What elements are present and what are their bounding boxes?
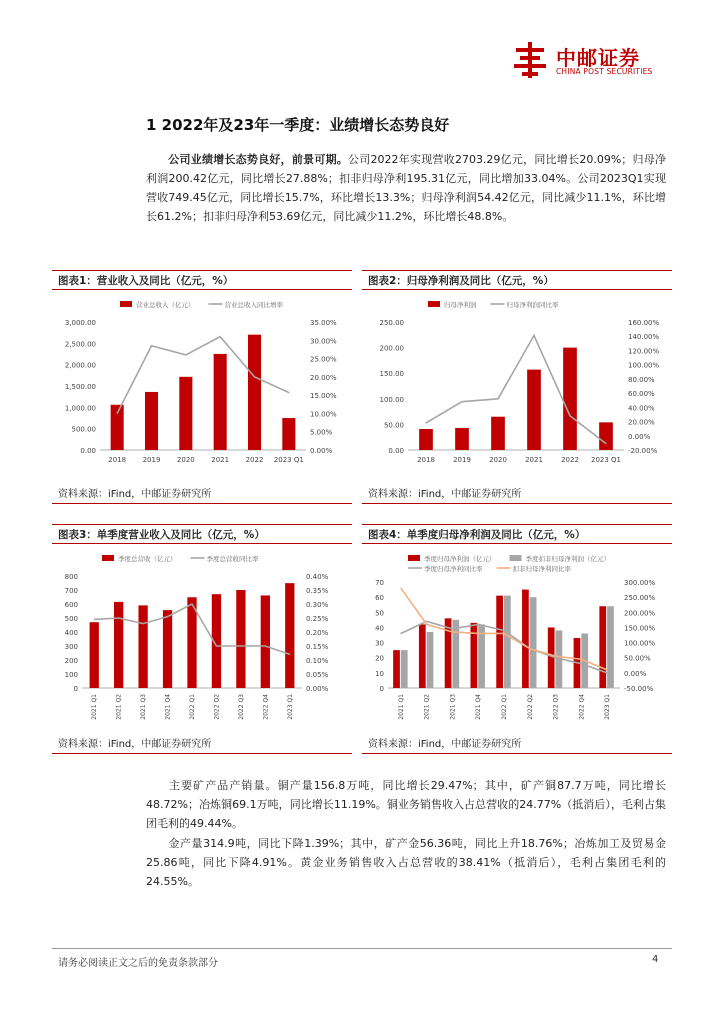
line-point (497, 398, 498, 399)
bar (90, 622, 99, 688)
line-point (240, 645, 241, 646)
legend-label: 季度归母净利同比率 (424, 565, 483, 573)
left-tick-label: 0.00 (388, 447, 404, 455)
left-tick-label: 150.00 (379, 370, 404, 379)
line-point (503, 633, 504, 634)
figure-3-title: 图表3：单季度营业收入及同比（亿元，%） (52, 524, 352, 544)
figure-3-source: 资料来源：iFind，中邮证券研究所 (52, 736, 352, 754)
right-tick-label: 140.00% (628, 333, 660, 342)
left-tick-label: 0.00 (80, 447, 96, 455)
line-point (452, 628, 453, 629)
line-point (400, 633, 401, 634)
right-tick-label: 25.00% (310, 355, 337, 364)
right-tick-label: 35.00% (310, 319, 337, 327)
left-tick-label: 800 (64, 573, 78, 581)
category-label: 2023 Q1 (604, 694, 612, 720)
right-tick-label: 30.00% (310, 337, 337, 346)
line-point (581, 659, 582, 660)
line-point (289, 654, 290, 655)
left-tick-label: 50.00 (383, 421, 404, 430)
left-tick-label: 2,500.00 (64, 340, 96, 349)
left-tick-label: 400 (64, 629, 78, 637)
left-tick-label: 200 (64, 657, 78, 665)
bar (455, 428, 469, 450)
chart-1-svg (52, 294, 352, 474)
left-tick-label: 100 (64, 671, 78, 679)
line-point (167, 616, 168, 617)
bar (530, 597, 537, 688)
legend-swatch (120, 301, 132, 307)
left-tick-label: 70 (375, 579, 384, 587)
line-point (220, 336, 221, 337)
right-tick-label: 160.00% (628, 319, 660, 327)
category-label: 2018 (108, 456, 127, 464)
category-label: 2023 Q1 (286, 694, 294, 720)
bar (419, 429, 433, 450)
category-label: 2022 Q4 (262, 694, 270, 720)
right-tick-label: 250.00% (624, 594, 656, 603)
line-point (94, 619, 95, 620)
bar (214, 354, 227, 450)
bar (179, 377, 192, 450)
category-label: 2018 (417, 456, 435, 464)
line-point (151, 345, 152, 346)
right-tick-label: 100.00% (628, 361, 660, 370)
right-tick-label: 80.00% (628, 375, 655, 384)
line-point (605, 443, 606, 444)
right-tick-label: 0.30% (306, 601, 329, 609)
right-tick-label: 5.00% (310, 428, 333, 437)
legend-label: 季度总营收同比率 (206, 555, 259, 563)
bar (607, 606, 614, 688)
left-tick-label: 100.00 (379, 395, 404, 404)
bar (522, 590, 529, 688)
left-tick-label: 1,500.00 (64, 383, 96, 391)
bar (248, 335, 261, 450)
legend-label: 归母净利润 (444, 301, 477, 309)
category-label: 2021 Q3 (140, 694, 148, 720)
left-tick-label: 2,000.00 (64, 361, 96, 370)
bar (419, 624, 426, 688)
brand-logo (512, 40, 672, 84)
category-label: 2022 (245, 456, 264, 464)
left-tick-label: 40 (375, 624, 384, 633)
gold-paragraph (146, 834, 666, 891)
left-tick-label: 20 (375, 654, 384, 663)
category-label: 2020 (489, 456, 507, 464)
right-tick-label: -50.00% (624, 685, 654, 693)
line-point (503, 630, 504, 631)
line-point (607, 672, 608, 673)
right-tick-label: 40.00% (628, 404, 655, 413)
bar (452, 620, 459, 688)
category-label: 2021 Q4 (164, 694, 172, 720)
right-tick-label: 10.00% (310, 410, 337, 419)
footer-divider (52, 948, 672, 949)
line-point (143, 623, 144, 624)
category-label: 2022 Q3 (552, 694, 560, 720)
left-tick-label: 200.00 (379, 344, 404, 353)
figure-2-source: 资料来源：iFind，中邮证券研究所 (362, 486, 672, 504)
right-tick-label: 120.00% (628, 347, 660, 356)
left-tick-label: 0 (379, 685, 384, 693)
intro-lead: 公司业绩增长态势良好，前景可期。 (168, 153, 349, 166)
right-tick-label: 0.25% (306, 615, 329, 623)
bar (393, 650, 400, 688)
left-tick-label: 1,000.00 (64, 404, 96, 413)
category-label: 2021 Q4 (475, 694, 483, 720)
right-tick-label: 50.00% (624, 654, 651, 663)
legend-swatch (102, 555, 114, 561)
bar (261, 595, 270, 688)
figure-1-title: 图表1：营业收入及同比（亿元，%） (52, 270, 352, 290)
left-tick-label: 0 (73, 685, 78, 693)
chart-4-svg (362, 548, 672, 728)
right-tick-label: 15.00% (310, 392, 337, 401)
category-label: 2022 Q3 (237, 694, 245, 720)
line-point (569, 415, 570, 416)
figure-4-title: 图表4：单季度归母净利润及同比（亿元，%） (362, 524, 672, 544)
line-point (425, 422, 426, 423)
legend-swatch (408, 555, 420, 561)
line-point (185, 354, 186, 355)
category-label: 2023 Q1 (273, 456, 304, 464)
logo-english-name: CHINA POST SECURITIES (556, 67, 653, 76)
line-point (265, 645, 266, 646)
legend-label: 营业总收入（亿元） (136, 301, 195, 309)
legend-label: 季度归母净利润（亿元） (424, 555, 496, 563)
right-tick-label: 20.00% (628, 418, 655, 427)
line-point (191, 603, 192, 604)
left-tick-label: 500 (64, 615, 78, 623)
chart-2-svg (362, 294, 672, 474)
line-point (461, 401, 462, 402)
right-tick-label: 0.10% (306, 657, 329, 665)
right-tick-label: 0.20% (306, 629, 329, 637)
category-label: 2021 (211, 456, 230, 464)
china-post-logo-icon (512, 40, 548, 80)
gold-text: 金产量314.9吨，同比下降1.39%；其中，矿产金56.36吨，同比上升18.76%；冶炼加工及贸易金25.86吨，同比下降4.91%。黄金业务销售收入占总营收的38.41%（抵消后），毛利占集团毛利的24.55%。 (146, 837, 666, 888)
right-tick-label: 300.00% (624, 579, 656, 587)
legend-label: 季度扣非归母净利润（亿元） (525, 555, 610, 563)
bar (504, 596, 511, 688)
left-tick-label: 50 (375, 609, 384, 618)
series-line (426, 336, 606, 444)
chart-revenue-annual (52, 294, 352, 474)
bar (427, 632, 434, 688)
right-tick-label: 0.05% (306, 671, 329, 679)
line-point (117, 413, 118, 414)
bar (236, 590, 245, 688)
line-point (400, 587, 401, 588)
left-tick-label: 600 (64, 601, 78, 609)
chart-netprofit-annual (362, 294, 672, 474)
category-label: 2021 (525, 456, 543, 464)
copper-text: 主要矿产品产销量。铜产量156.8万吨，同比增长29.47%；其中，矿产铜87.7万吨，同比增长48.72%；冶炼铜69.1万吨，同比增长11.19%。铜业务销售收入占总营收的24.77%（抵消后），毛利占集团毛利的49.44%。 (146, 779, 666, 830)
chart-netprofit-quarterly (362, 548, 672, 728)
logo-chinese-name: 中邮证券 (556, 46, 640, 70)
left-tick-label: 300 (64, 643, 78, 651)
figure-1-source: 资料来源：iFind，中邮证券研究所 (52, 486, 352, 504)
category-label: 2019 (142, 456, 161, 464)
bar (285, 583, 294, 688)
right-tick-label: 20.00% (310, 373, 337, 382)
line-point (118, 617, 119, 618)
bar (282, 418, 295, 450)
legend-label: 扣非归母净利同比率 (512, 565, 571, 573)
right-tick-label: 100.00% (624, 639, 656, 648)
right-tick-label: 0.00% (628, 432, 651, 441)
bar (401, 650, 408, 688)
chart-3-svg (52, 548, 352, 728)
line-point (426, 621, 427, 622)
figure-4-source: 资料来源：iFind，中邮证券研究所 (362, 736, 672, 754)
bar (491, 417, 505, 450)
category-label: 2022 (561, 456, 579, 464)
right-tick-label: 0.40% (306, 573, 329, 581)
category-label: 2019 (453, 456, 471, 464)
line-point (529, 648, 530, 649)
line-point (478, 633, 479, 634)
line-point (533, 335, 534, 336)
line-point (581, 663, 582, 664)
category-label: 2020 (176, 456, 195, 464)
legend-label: 营业总收入同比增率 (224, 301, 283, 309)
category-label: 2023 Q1 (590, 456, 622, 464)
left-tick-label: 30 (375, 639, 384, 648)
category-label: 2021 Q2 (423, 694, 431, 720)
line-point (254, 376, 255, 377)
category-label: 2022 Q2 (213, 694, 221, 720)
left-tick-label: 10 (375, 669, 384, 678)
bar (496, 596, 503, 688)
left-tick-label: 700 (64, 587, 78, 595)
legend-label: 归母净利润同比率 (506, 301, 559, 309)
category-label: 2021 Q1 (397, 694, 405, 720)
copper-paragraph (146, 776, 666, 833)
line-point (216, 645, 217, 646)
right-tick-label: 60.00% (628, 390, 655, 399)
bar (563, 348, 577, 450)
line-point (426, 624, 427, 625)
left-tick-label: 60 (375, 594, 384, 603)
right-tick-label: -20.00% (628, 447, 658, 455)
category-label: 2021 Q3 (449, 694, 457, 720)
category-label: 2022 Q1 (189, 694, 196, 720)
line-point (452, 631, 453, 632)
section-title: 1 2022年及23年一季度：业绩增长态势良好 (146, 116, 450, 134)
line-point (555, 656, 556, 657)
left-tick-label: 250.00 (379, 319, 404, 327)
bar (138, 605, 147, 688)
page-number: 4 (652, 954, 659, 965)
line-point (478, 624, 479, 625)
right-tick-label: 0.00% (306, 685, 329, 693)
bar (114, 602, 123, 688)
bar (145, 392, 158, 450)
right-tick-label: 0.00% (624, 669, 647, 678)
bar (527, 370, 541, 450)
intro-body: 公司2022年实现营收2703.29亿元，同比增长20.09%；归母净利润200.42亿元，同比增长27.88%；扣非归母净利195.31亿元，同比增加33.04%。公司2023Q1实现营收749.45亿元，同比增长15.7%，环比增长13.3%；归母净利润54.42亿元，同比减少11.1%，环比增长61.2%；扣非归母净利53.69亿元，同比减少11.2%，环比增长48.8%。 (146, 153, 666, 223)
category-label: 2022 Q2 (526, 694, 534, 720)
line-point (288, 392, 289, 393)
left-tick-label: 3,000.00 (64, 319, 96, 327)
legend-swatch (510, 555, 522, 561)
category-label: 2022 Q1 (501, 694, 508, 720)
right-tick-label: 150.00% (624, 624, 656, 633)
right-tick-label: 0.15% (306, 643, 329, 651)
right-tick-label: 0.00% (310, 447, 333, 455)
legend-swatch (428, 301, 440, 307)
right-tick-label: 0.35% (306, 587, 329, 595)
left-tick-label: 500.00 (71, 425, 96, 434)
bar (163, 610, 172, 688)
category-label: 2022 Q4 (578, 694, 586, 720)
line-point (607, 669, 608, 670)
bar (111, 405, 124, 450)
category-label: 2021 Q2 (115, 694, 123, 720)
category-label: 2021 Q1 (91, 694, 99, 720)
series-line (117, 337, 289, 414)
figure-2-title: 图表2：归母净利润及同比（亿元，%） (362, 270, 672, 290)
line-point (555, 657, 556, 658)
bar (599, 422, 613, 450)
footer-disclaimer: 请务必阅读正文之后的免责条款部分 (58, 958, 218, 969)
bar (599, 606, 606, 688)
intro-paragraph (146, 150, 666, 226)
right-tick-label: 200.00% (624, 609, 656, 618)
legend-label: 季度总营收（亿元） (118, 555, 177, 563)
chart-revenue-quarterly (52, 548, 352, 728)
